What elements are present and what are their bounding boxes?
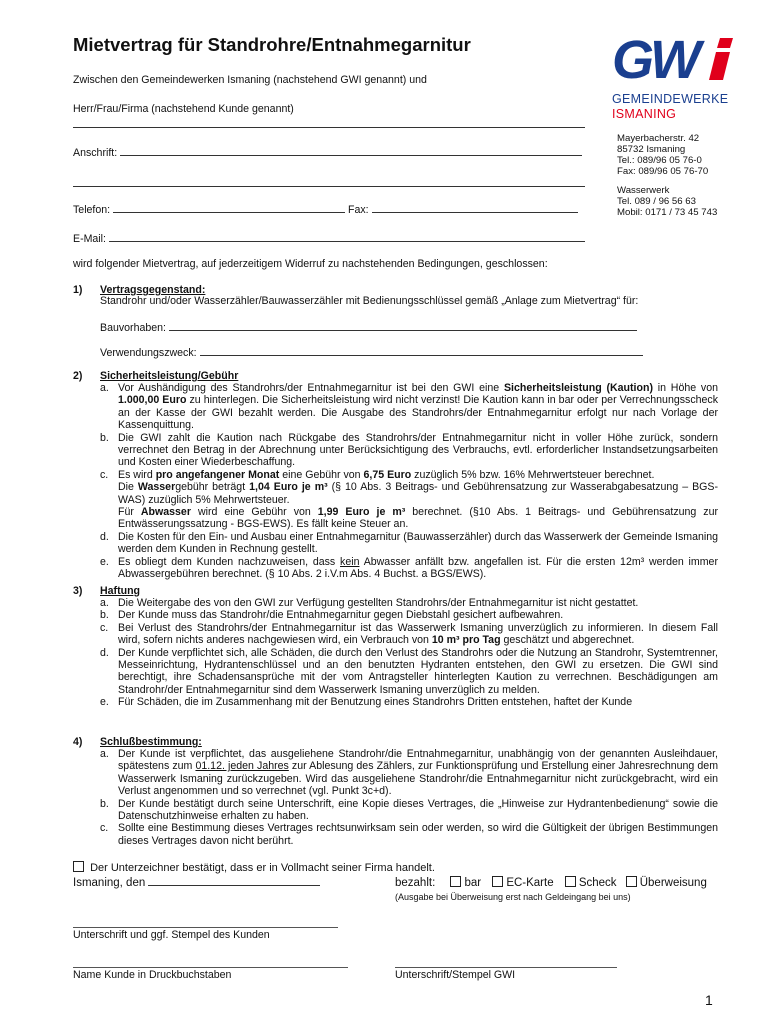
wasserwerk-mobile: Mobil: 0171 / 73 45 743: [617, 207, 718, 218]
scheck-checkbox[interactable]: [565, 876, 576, 887]
fax-field[interactable]: [372, 203, 578, 213]
section-number: 4): [73, 736, 83, 748]
kunde-signature-line[interactable]: [73, 927, 338, 928]
bar-checkbox[interactable]: [450, 876, 461, 887]
section-heading: Schlußbestimmung:: [100, 736, 202, 748]
list-item: e. Für Schäden, die im Zusammenhang mit der Benutzung eines Standrohrs Dritten entstehen, haftet der Kunde: [100, 696, 633, 709]
list-item: e. Es obliegt dem Kunden nachzuweisen, dass kein Abwasser anfällt bzw. angefallen ist. Für die ersten 12m³ werden immer Abwassergebühren berechnet. (§ 10 Abs. 2 i.V.m Abs. 4 Buchst. a BGS/EWS).: [100, 555, 718, 581]
anschrift-field-2[interactable]: [73, 177, 585, 187]
section-heading: Haftung: [100, 585, 141, 597]
kunde-name-label: Name Kunde in Druckbuchstaben: [73, 969, 232, 981]
section-1-text: Standrohr und/oder Wasserzähler/Bauwasserzähler mit Bedienungsschlüssel gemäß „Anlage zum Mietvertrag“ für:: [100, 295, 639, 307]
phone-line: Tel.: 089/96 05 76-0: [617, 155, 702, 166]
anschrift-field[interactable]: [120, 146, 582, 156]
fax-label: Fax:: [348, 204, 369, 216]
gwi-signature-line[interactable]: [395, 967, 617, 968]
verwendungszweck-field[interactable]: [200, 346, 643, 356]
logo-line-1: GEMEINDEWERKE: [612, 92, 729, 106]
anschrift-label: Anschrift:: [73, 147, 118, 159]
list-item: c. Sollte eine Bestimmung dieses Vertrages rechtsunwirksam sein oder werden, so wird die Gültigkeit der übrigen Bestimmungen dieses Vertrages davon nicht berührt.: [100, 822, 718, 847]
contact-block: [617, 133, 717, 218]
ort-datum-label: Ismaning, den: [73, 877, 146, 889]
ueberweisung-checkbox[interactable]: [626, 876, 637, 887]
wasserwerk-phone: Tel. 089 / 96 56 63: [617, 196, 696, 207]
section-number: 3): [73, 585, 83, 597]
wasserwerk-label: Wasserwerk: [617, 185, 670, 196]
vollmacht-text: Der Unterzeichner bestätigt, dass er in Vollmacht seiner Firma handelt.: [90, 862, 435, 874]
preamble-text: wird folgender Mietvertrag, auf jederzeitigem Widerruf zu nachstehenden Bedingungen, geschlossen:: [73, 258, 548, 270]
list-item: b. Der Kunde muss das Standrohr/die Entnahmegarnitur gegen Diebstahl gesichert aufbewahren.: [100, 609, 564, 622]
gwi-logo: [612, 30, 737, 122]
address-line: Mayerbacherstr. 42: [617, 133, 700, 144]
ec-karte-checkbox[interactable]: [492, 876, 503, 887]
bauvorhaben-label: Bauvorhaben:: [100, 322, 166, 334]
list-item: d. Der Kunde verpflichtet sich, alle Schäden, die durch den Verlust des Standrohrs oder die Nutzung an Standrohr, Systemtrenner, Messeinrichtung, Hydrantenschlüssel und an den benutzten Hydranten entstehen, den GWI zu ersetzen. Die GWI sind berechtigt, ihre Schadensansprüche mit der vom Antragsteller hinterlegten Kaution zu verrechnen. Beschädigungen am Standrohr/der Entnahmegarnitur sind dem Wasserwerk Ismaning unverzüglich zu melden.: [100, 646, 718, 696]
list-item: a. Die Weitergabe des von den GWI zur Verfügung gestellten Standrohrs/der Entnahmegarnitur ist nicht gestattet.: [100, 597, 639, 609]
bauvorhaben-field[interactable]: [169, 321, 637, 331]
list-item: a. Der Kunde ist verpflichtet, das ausgeliehene Standrohr/die Entnahmegarnitur, unabhängig von der genannten Ausleihdauer, spätestens zum 01.12. jeden Jahres zur Ablesung des Zählers, zur Funktionsprüfung und Erstellung einer Jahresrechnung dem Wasserwerk Ismaning zurückzugeben. Wird das ausgeliehene Standrohr/die Entnahmegarnitur nicht zurückgebracht, wird ein Verlust angenommen und so verrechnet (vgl. Punkt 3c+d).: [100, 748, 719, 798]
page-number: 1: [705, 992, 713, 1008]
list-item: b. Die GWI zahlt die Kaution nach Rückgabe des Standrohrs/der Entnahmegarnitur nicht in voller Höhe zurück, sondern verrechnet den Betrag in der Abrechnung unter Berücksichtigung des Verbrauchs, evtl. erforderlicher Instandsetzungsarbeiten und Kosten einer Wiederbeschaffung.: [100, 431, 718, 469]
kunde-name-field[interactable]: [73, 118, 585, 128]
datum-field[interactable]: [148, 876, 320, 886]
verwendungszweck-label: Verwendungszweck:: [100, 347, 197, 359]
telefon-field[interactable]: [113, 203, 345, 213]
page-title: Mietvertrag für Standrohre/Entnahmegarnitur: [73, 34, 471, 55]
list-item: c. Bei Verlust des Standrohrs/der Entnahmegarnitur ist das Wasserwerk Ismaning unverzüglich zu informieren. In diesem Fall wird, sofern nichts anderes nachgewiesen wird, ein Verbrauch von 10 m³ pro Tag geschätzt und abgerechnet.: [100, 621, 718, 647]
scheck-label: Scheck: [578, 877, 617, 889]
bar-label: bar: [464, 877, 482, 889]
fax-line: Fax: 089/96 05 76-70: [617, 166, 709, 177]
payment-options: [395, 876, 707, 889]
logo-line-2: ISMANING: [612, 107, 677, 121]
ueberweisung-label: Überweisung: [639, 877, 707, 889]
kunde-signature-label: Unterschrift und ggf. Stempel des Kunden: [73, 929, 270, 941]
list-item: d. Die Kosten für den Ein- und Ausbau einer Entnahmegarnitur (Bauwasserzähler) durch das Wasserwerk der Gemeinde Ismaning werden dem Kunden in Rechnung gestellt.: [100, 530, 718, 556]
email-field[interactable]: [109, 232, 585, 242]
section-heading: Vertragsgegenstand:: [100, 284, 206, 296]
list-item: a. Vor Aushändigung des Standrohrs/der Entnahmegarnitur ist bei den GWI eine Sicherheitsleistung (Kaution) in Höhe von 1.000,00 Euro zu hinterlegen. Die Sicherheitsleistung wird nicht verzinst! Die Kaution kann in bar oder per Verrechnungsscheck an der Kasse der GWI bezahlt werden. Die Ausgabe des Standrohrs/der Entnahmegarnitur erfolgt nur nach Vorlage der Kassenquittung.: [100, 382, 718, 432]
svg-text:GW: GW: [612, 30, 697, 90]
section-number: 2): [73, 370, 83, 382]
email-label: E-Mail:: [73, 233, 106, 245]
address-line: 85732 Ismaning: [617, 144, 686, 155]
ec-karte-label: EC-Karte: [506, 877, 554, 889]
gwi-signature-label: Unterschrift/Stempel GWI: [395, 969, 516, 981]
vollmacht-checkbox[interactable]: [73, 861, 84, 872]
kunde-name-line[interactable]: [73, 967, 348, 968]
list-item: c. Es wird pro angefangener Monat eine Gebühr von 6,75 Euro zuzüglich 5% bzw. 16% Mehrwertsteuer berechnet. Die Wassergebühr beträgt 1,04 Euro je m³ (§ 10 Abs. 3 Beitrags- und Gebührensatzung zur Wasserabgabesatzung – BGS-WAS) zuzüglich 5% Mehrwertsteuer. Für Abwasser wird eine Gebühr von 1,99 Euro je m³ berechnet. (§10 Abs. 1 Beitrags- und Gebührensatzung zur Entwässerungssatzung - BGS-EWS). Es fällt keine Steuer an.: [100, 468, 718, 531]
section-heading: Sicherheitsleistung/Gebühr: [100, 370, 239, 382]
intro-text: Zwischen den Gemeindewerken Ismaning (nachstehend GWI genannt) und: [73, 74, 427, 86]
kunde-label: Herr/Frau/Firma (nachstehend Kunde genannt): [73, 103, 294, 115]
section-number: 1): [73, 284, 83, 296]
payment-note: (Ausgabe bei Überweisung erst nach Geldeingang bei uns): [395, 892, 631, 902]
telefon-label: Telefon:: [73, 204, 111, 216]
bezahlt-label: bezahlt:: [395, 877, 436, 889]
list-item: b. Der Kunde bestätigt durch seine Unterschrift, eine Kopie dieses Vertrages, die „Hinweise zur Hydrantenbedienung“ sowie die Datenschutzhinweise erhalten zu haben.: [100, 797, 718, 823]
